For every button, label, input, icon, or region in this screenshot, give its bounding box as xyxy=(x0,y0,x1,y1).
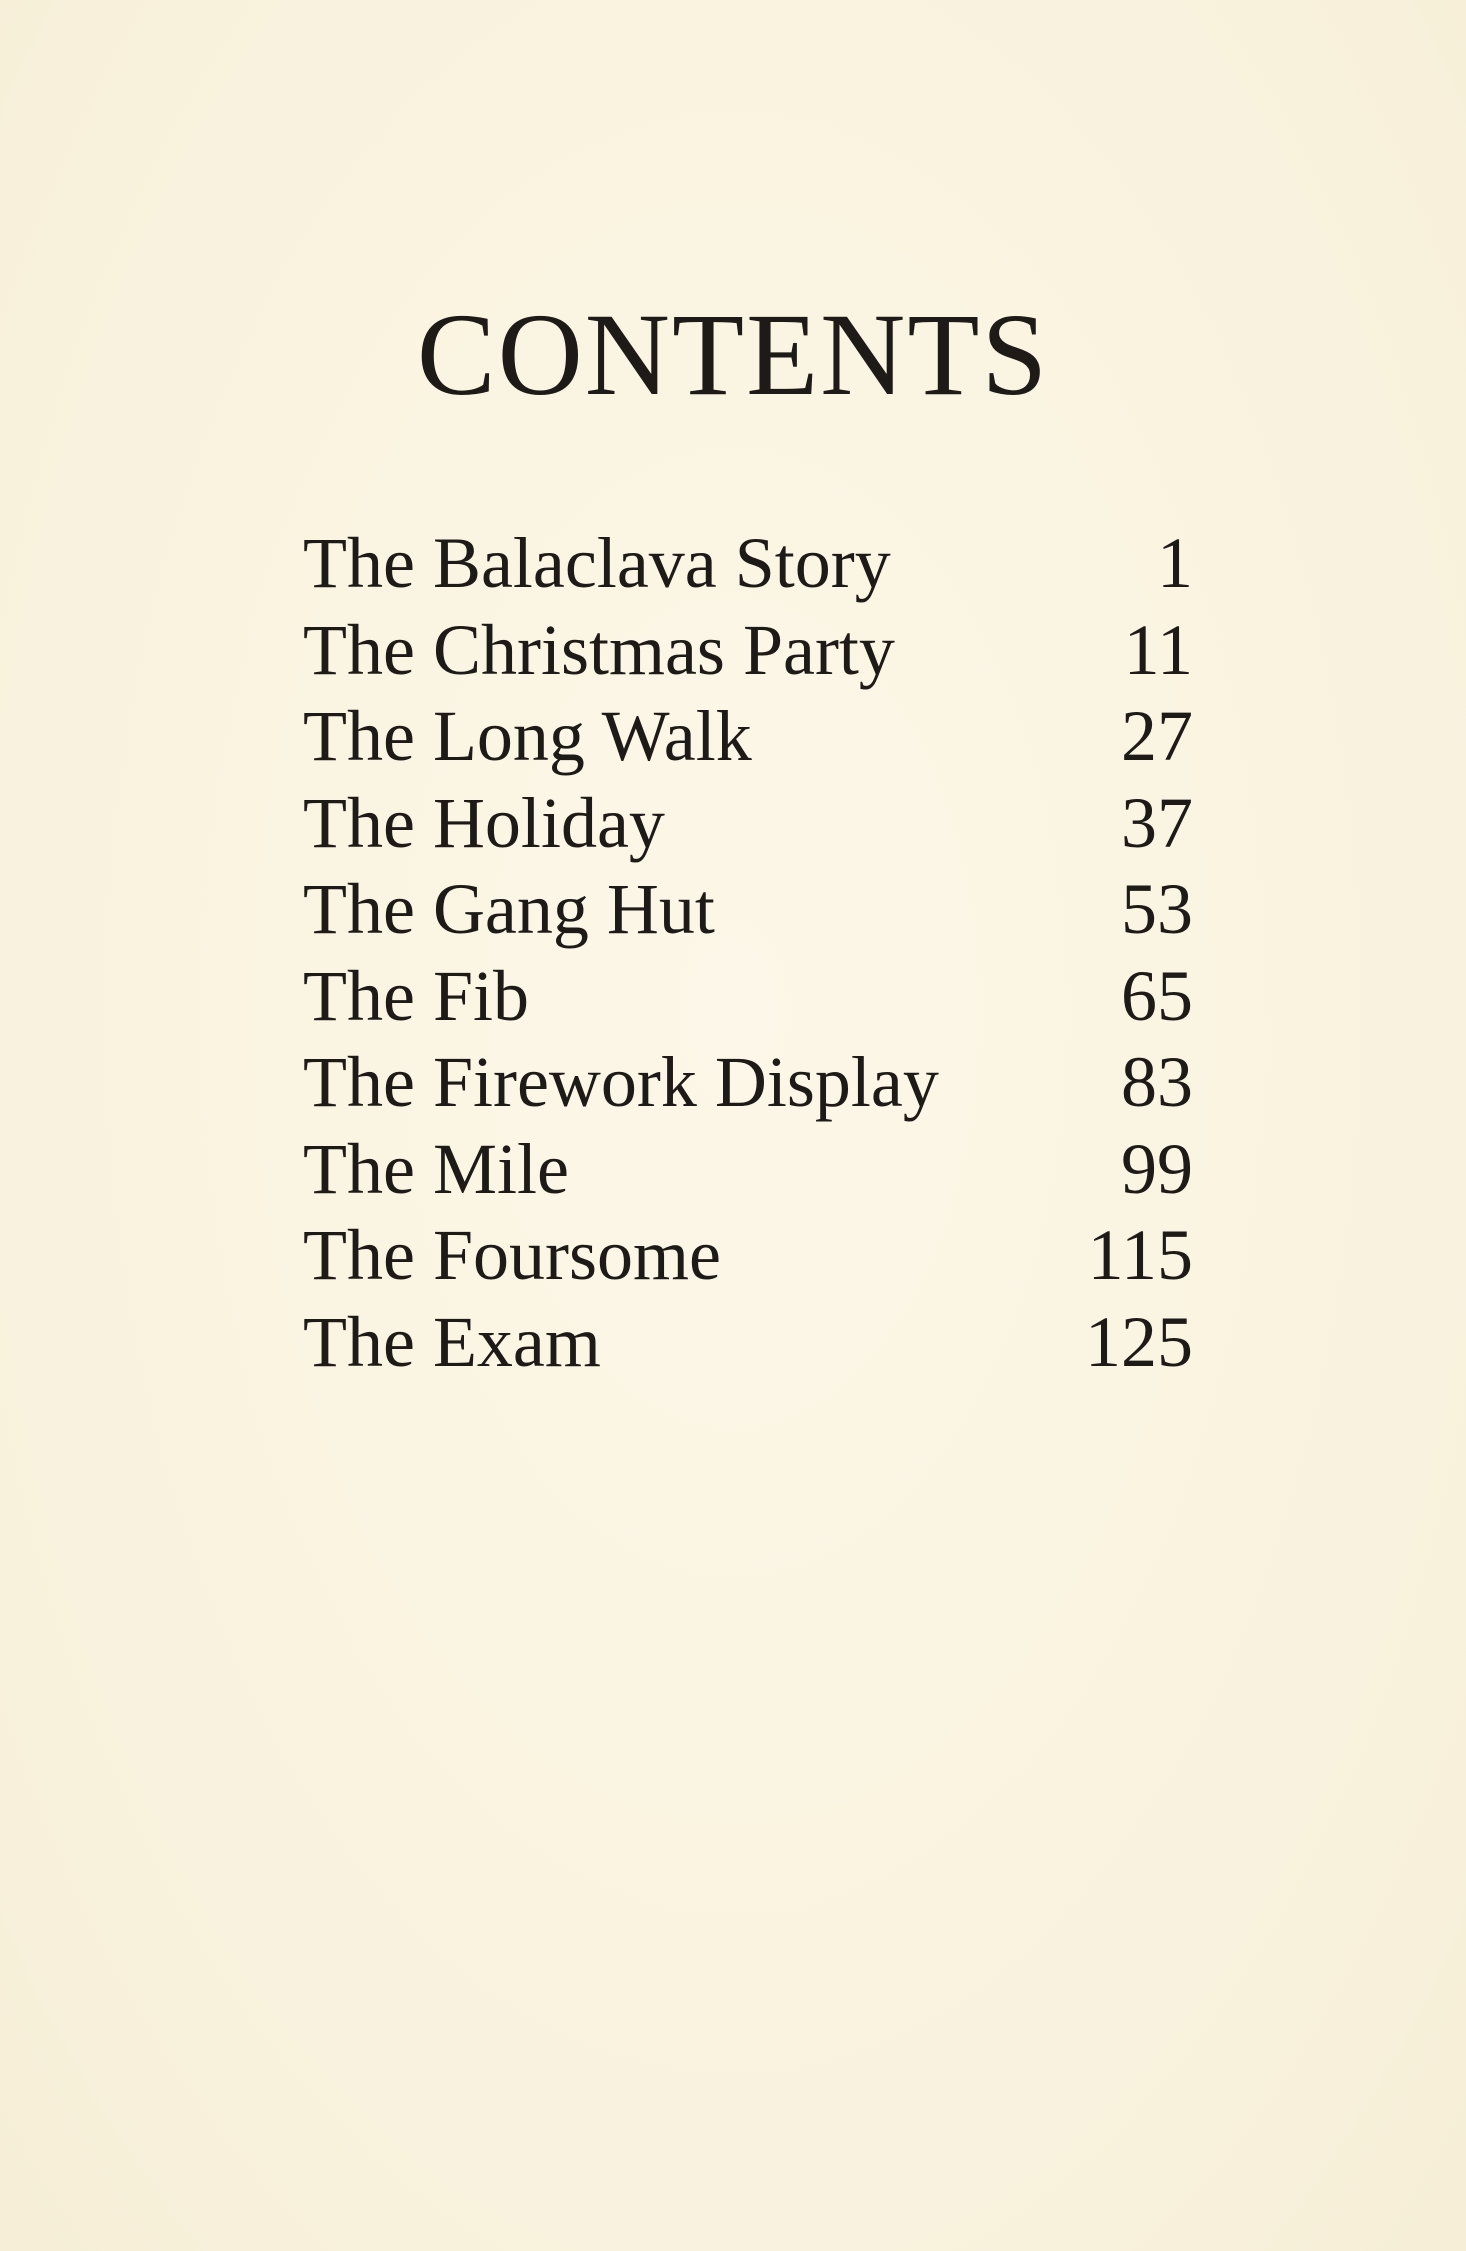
toc-entry xyxy=(303,1039,1193,1126)
toc-entry-page: 125 xyxy=(1085,1301,1193,1382)
toc-entry-title: The Foursome xyxy=(303,1215,721,1295)
table-of-contents xyxy=(303,520,1193,1385)
toc-entry xyxy=(303,1212,1193,1299)
toc-entry-page: 53 xyxy=(1121,869,1193,949)
toc-entry xyxy=(303,953,1193,1040)
toc-entry xyxy=(303,607,1193,694)
toc-entry xyxy=(303,520,1193,607)
toc-entry-title: The Firework Display xyxy=(303,1042,939,1122)
toc-entry-page: 99 xyxy=(1121,1128,1193,1209)
toc-entry-title: The Holiday xyxy=(303,782,665,863)
page-title: CONTENTS xyxy=(416,289,1050,420)
toc-entry xyxy=(303,780,1193,867)
toc-entry-page: 115 xyxy=(1087,1215,1193,1295)
toc-entry-title: The Gang Hut xyxy=(303,869,715,949)
toc-entry xyxy=(303,1126,1193,1213)
toc-entry-page: 65 xyxy=(1121,955,1193,1036)
toc-entry xyxy=(303,866,1193,953)
toc-entry-page: 83 xyxy=(1121,1042,1193,1122)
toc-entry-page: 37 xyxy=(1121,782,1193,863)
toc-entry xyxy=(303,693,1193,780)
toc-entry-page: 11 xyxy=(1123,609,1193,690)
toc-entry-title: The Exam xyxy=(303,1301,601,1382)
toc-entry-page: 27 xyxy=(1121,696,1193,776)
toc-entry-title: The Fib xyxy=(303,955,529,1036)
toc-entry-title: The Mile xyxy=(303,1128,569,1209)
toc-entry xyxy=(303,1299,1193,1386)
toc-entry-title: The Christmas Party xyxy=(303,609,895,690)
toc-entry-title: The Balaclava Story xyxy=(303,523,891,603)
toc-entry-page: 1 xyxy=(1157,523,1193,603)
toc-entry-title: The Long Walk xyxy=(303,696,752,776)
